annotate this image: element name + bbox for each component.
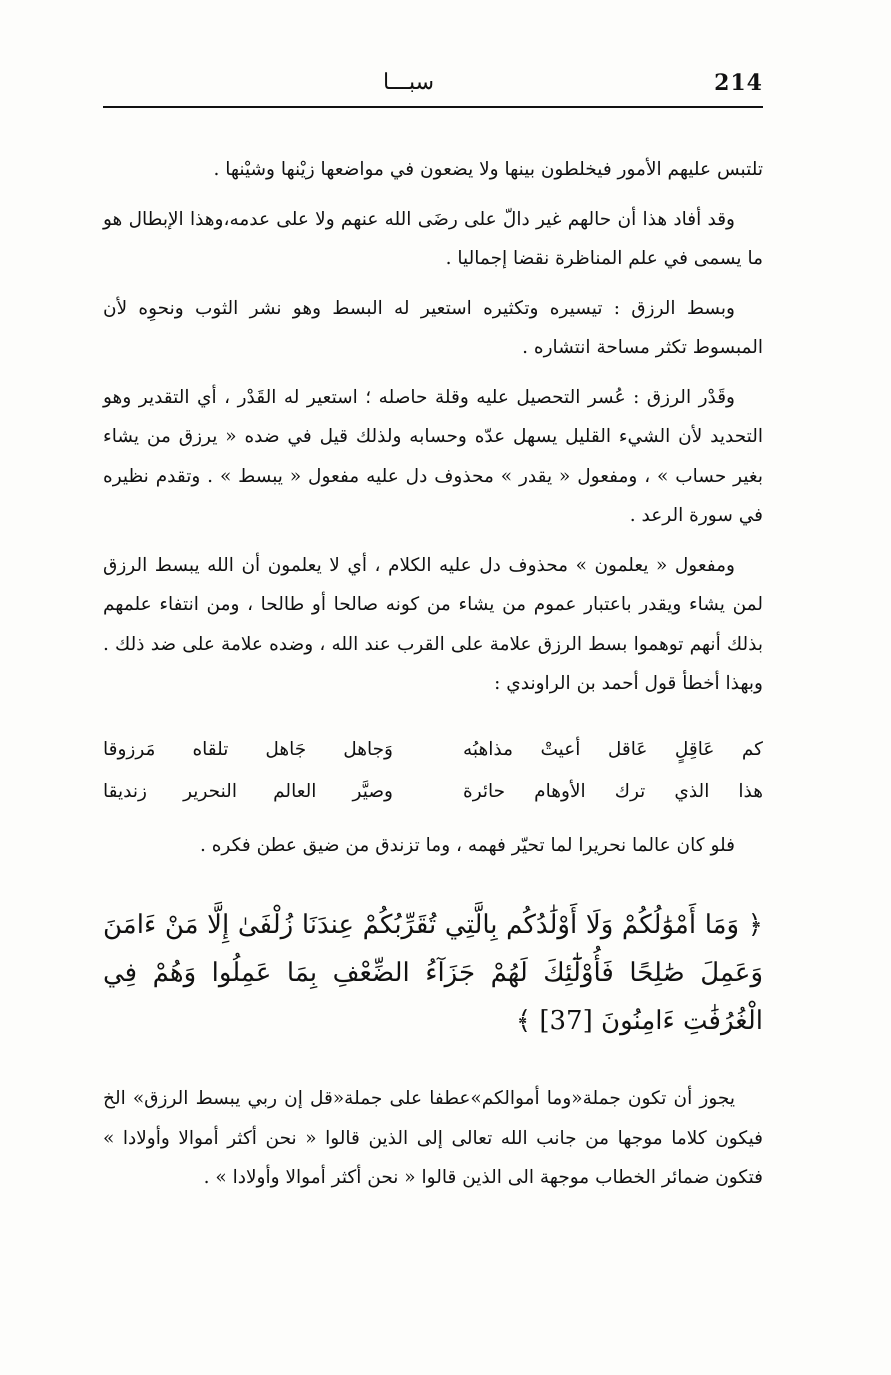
poem — [103, 730, 763, 820]
paragraph-5: ومفعول « يعلمون » محذوف دل عليه الكلام ، أي لا يعلمون أن الله يبسط الرزق لمن يشاء ويقدر باعتبار عموم من يشاء من كونه صالحا أو طالحا ، ومن انتفاء علمهم بذلك أنهم توهموا بسط الرزق علامة على القرب عند الله ، وضده علامة على ضد ذلك . وبهذا أخطأ قول أحمد بن الراوندي : — [103, 554, 763, 694]
page-number: 214 — [714, 70, 763, 96]
verse-2-first-hemistich: هذا الذي ترك الأوهام حائرة — [463, 780, 763, 802]
page-header — [103, 68, 763, 104]
body-text — [103, 150, 763, 1208]
verse-2-second-hemistich: وصيَّر العالم النحرير زنديقا — [103, 780, 393, 802]
paragraph-1: تلتبس عليهم الأمور فيخلطون بينها ولا يضعون في مواضعها زيْنها وشيْنها . — [213, 159, 763, 180]
paragraph-after-poem: فلو كان عالما نحريرا لما تحيّر فهمه ، وما تزندق من ضيق عطن فكره . — [199, 834, 735, 856]
verse-1-first-hemistich: كم عَاقِلٍ عَاقل أعيتْ مذاهبُه — [463, 738, 763, 760]
quran-verse: ﴿ وَمَا أَمْوَٰلُكُمْ وَلَا أَوْلَٰدُكُم بِالَّتِي تُقَرِّبُكُمْ عِندَنَا زُلْفَىٰ إِلَّا مَنْ ءَامَنَ وَعَمِلَ صَٰلِحًا فَأُوْلَٰٓئِكَ لَهُمْ جَزَآءُ الضِّعْفِ بِمَا عَمِلُوا وَهُمْ فِي الْغُرُفَٰتِ ءَامِنُونَ [37] ﴾ — [103, 910, 763, 1036]
paragraph-4: وقَدْر الرزق : عُسر التحصيل عليه وقلة حاصله ؛ استعير له القَدْر ، أي التقدير وهو التحديد لأن الشيء القليل يسهل عدّه وحسابه ولذلك قيل في ضده « يرزق من يشاء بغير حساب » ، ومفعول « يقدر » محذوف دل عليه مفعول « يبسط » . وتقدم نظيره في سورة الرعد . — [103, 386, 763, 526]
paragraph-final: يجوز أن تكون جملة«وما أموالكم»عطفا على جملة«قل إن ربي يبسط الرزق» الخ فيكون كلاما موجها من جانب الله تعالى إلى الذين قالوا « نحن أكثر أموالا وأولادا » فتكون ضمائر الخطاب موجهة الى الذين قالوا « نحن أكثر أموالا وأولادا » . — [103, 1088, 763, 1188]
paragraph-3: وبسط الرزق : تيسيره وتكثيره استعير له البسط وهو نشر الثوب ونحوِه لأن المبسوط تكثر مساحة انتشاره . — [103, 297, 763, 358]
poem-verse-2 — [103, 772, 763, 812]
header-rule — [103, 106, 763, 108]
verse-1-second-hemistich: وَجاهل جَاهل تلقاه مَرزوقا — [103, 738, 393, 760]
running-title: سبـــا — [383, 70, 435, 95]
poem-verse-1 — [103, 730, 763, 770]
paragraph-2: وقد أفاد هذا أن حالهم غير دالّ على رضَى الله عنهم ولا على عدمه،وهذا الإبطال هو ما يسمى في علم المناظرة نقضا إجماليا . — [103, 208, 763, 269]
